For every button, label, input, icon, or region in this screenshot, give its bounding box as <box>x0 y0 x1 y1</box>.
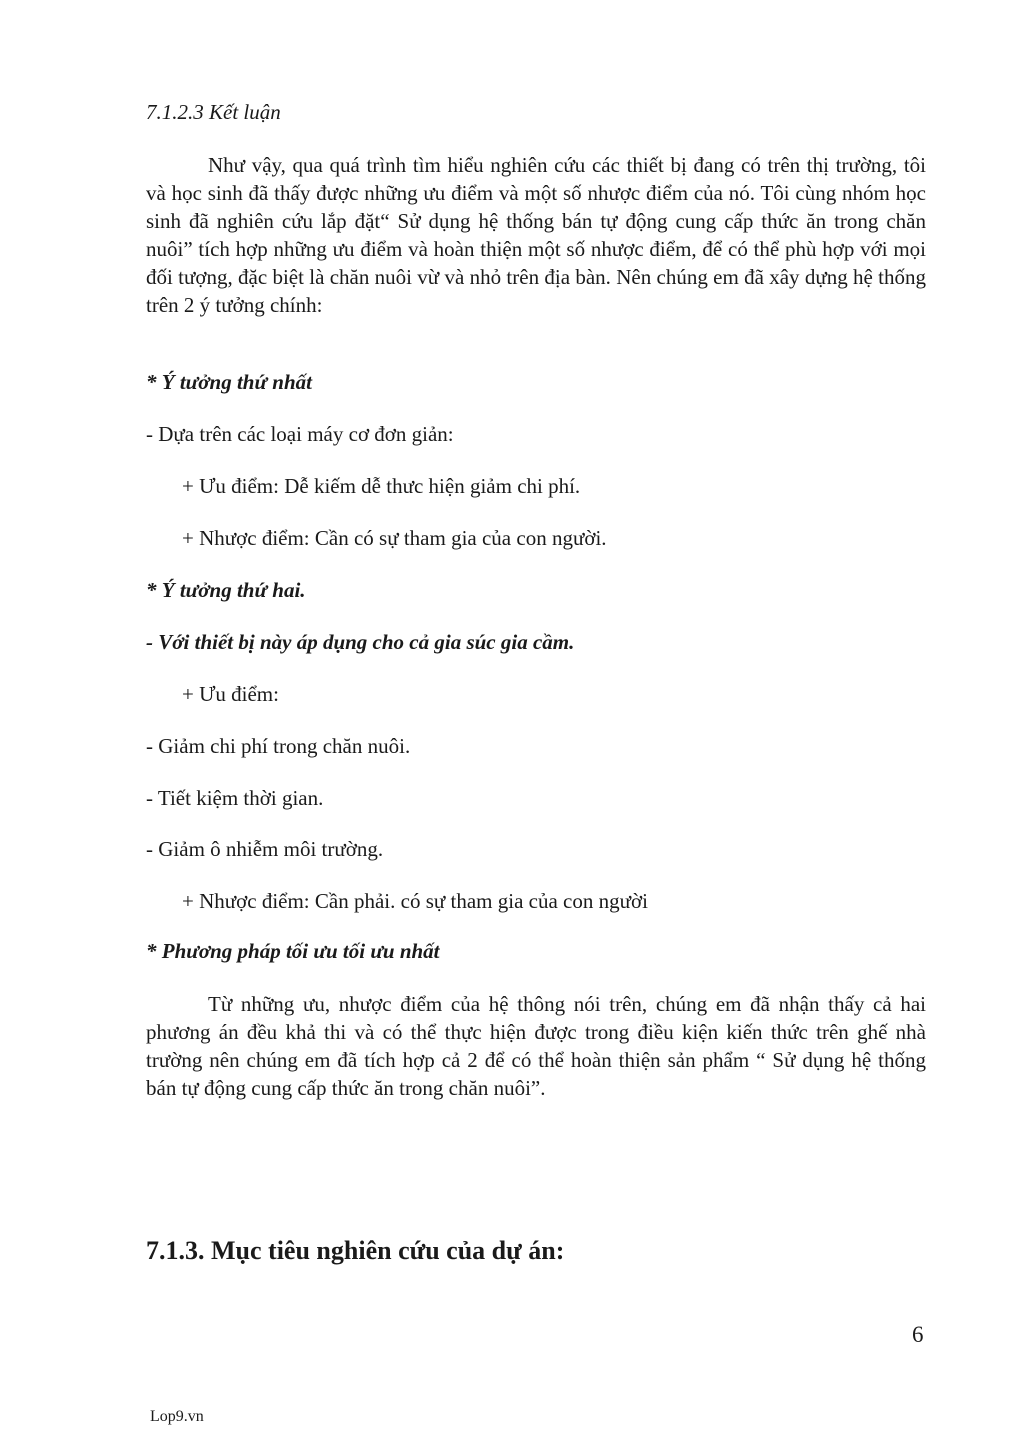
next-section-heading: 7.1.3. Mục tiêu nghiên cứu của dự án: <box>146 1236 565 1265</box>
idea1-basis: - Dựa trên các loại máy cơ đơn giản: <box>146 422 454 446</box>
page-number: 6 <box>912 1322 924 1347</box>
idea1-pro: + Ưu điểm: Dễ kiếm dễ thưc hiện giảm chi phí. <box>182 474 581 498</box>
idea2-title: * Ý tưởng thứ hai. <box>146 578 306 602</box>
optimal-paragraph: Từ những ưu, nhược điểm của hệ thông nói trên, chúng em đã nhận thấy cả hai phương án đều khả thi và có thể thực hiện được trong điều kiện kiến thức trên ghế nhà trường nên chúng em đã tích hợp cả 2 để có thể hoàn thiện sản phẩm “ Sử dụng hệ thống bán tự động cung cấp thức ăn trong chăn nuôi”. <box>146 992 926 1100</box>
intro-paragraph: Như vậy, qua quá trình tìm hiểu nghiên cứu các thiết bị đang có trên thị trường, tôi và học sinh đã thấy được những ưu điểm và một số nhược điểm của nó. Tôi cùng nhóm học sinh đã nghiên cứu lắp đặt“ Sử dụng hệ thống bán tự động cung cấp thức ăn trong chăn nuôi” tích hợp những ưu điểm và hoàn thiện một số nhược điểm, để có thể phù hợp với mọi đối tượng, đặc biệt là chăn nuôi vừ và nhỏ trên địa bàn. Nên chúng em đã xây dựng hệ thống trên 2 ý tưởng chính: <box>146 153 926 317</box>
idea2-pro-item: - Tiết kiệm thời gian. <box>146 786 324 810</box>
optimal-title: * Phương pháp tối ưu tối ưu nhất <box>146 939 440 963</box>
section-title: 7.1.2.3 Kết luận <box>146 100 281 124</box>
idea2-pro-label: + Ưu điểm: <box>182 682 279 706</box>
idea1-con: + Nhược điểm: Cần có sự tham gia của con người. <box>182 526 607 550</box>
footer-watermark: Lop9.vn <box>150 1408 204 1425</box>
idea1-title: * Ý tưởng thứ nhất <box>146 370 312 394</box>
idea2-basis: - Với thiết bị này áp dụng cho cả gia súc gia cầm. <box>146 630 575 654</box>
idea2-con: + Nhược điểm: Cần phải. có sự tham gia của con người <box>182 889 648 913</box>
idea2-pro-item: - Giảm ô nhiễm môi trường. <box>146 837 384 861</box>
idea2-pro-item: - Giảm chi phí trong chăn nuôi. <box>146 734 411 758</box>
